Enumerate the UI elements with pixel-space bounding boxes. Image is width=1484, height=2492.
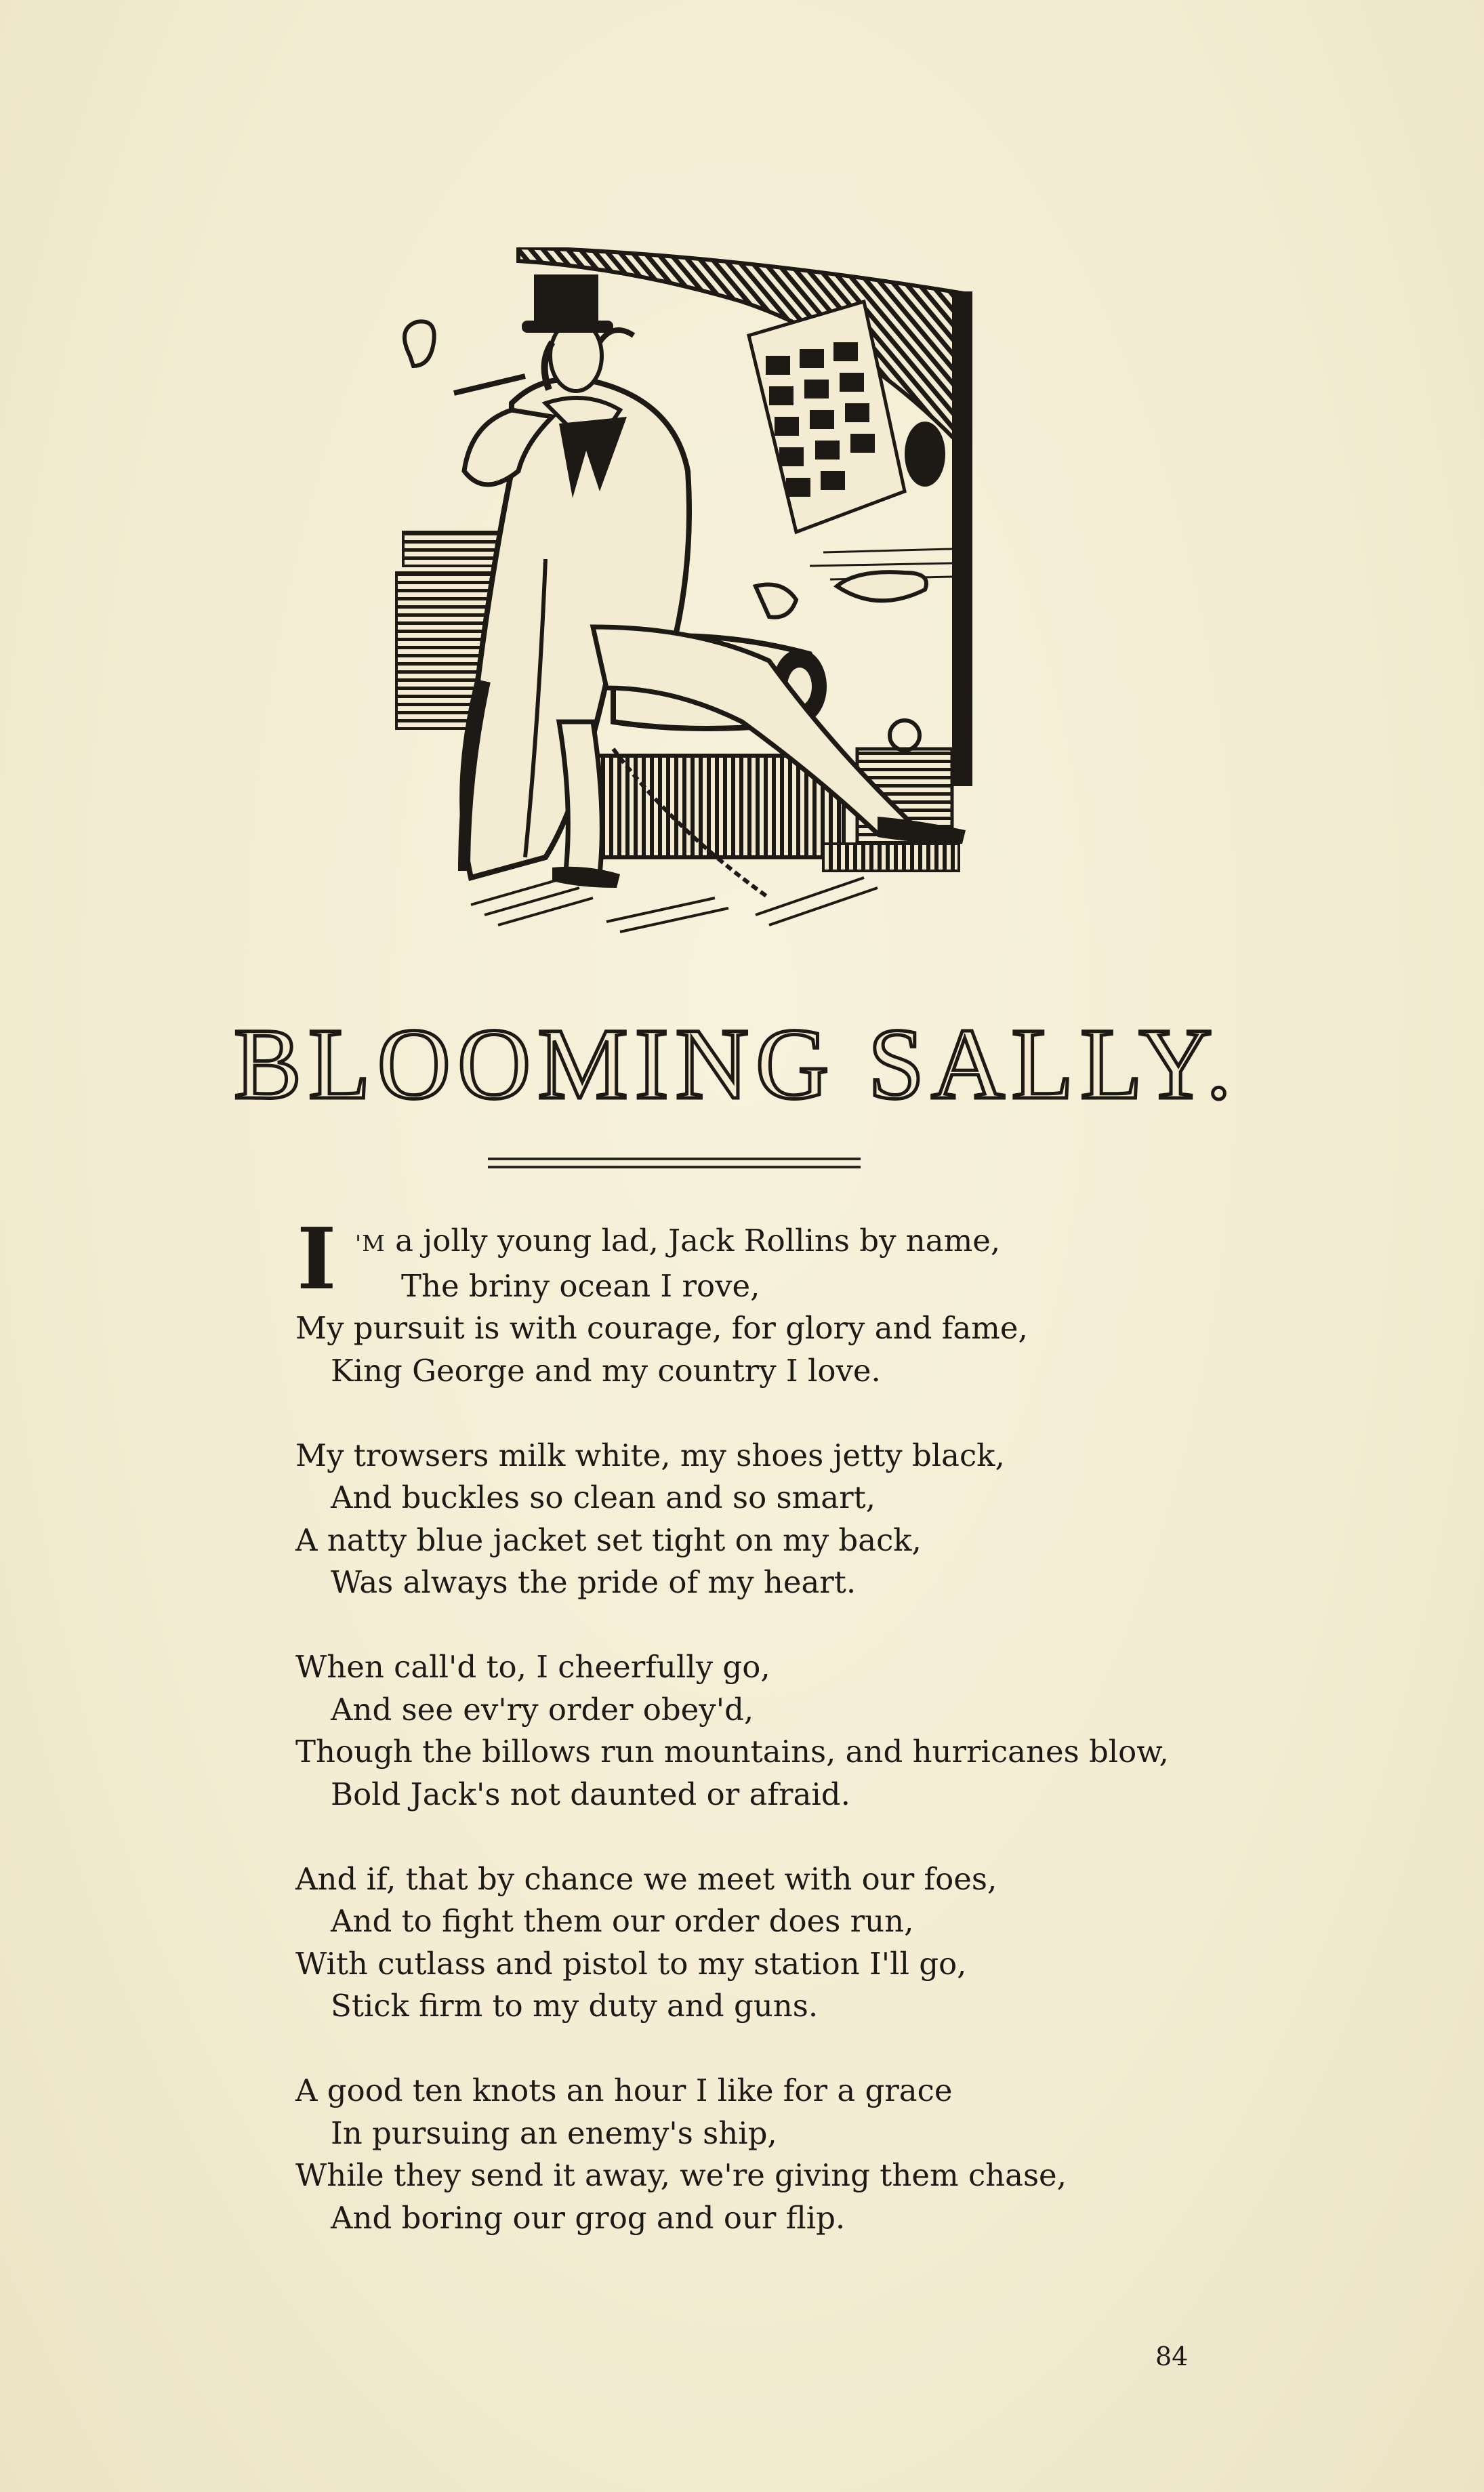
first-line-small-caps: 'M <box>355 1230 386 1257</box>
drop-cap: I <box>297 1210 337 1309</box>
poem-line: In pursuing an enemy's ship, <box>331 2115 777 2151</box>
stanza <box>295 2070 1190 2239</box>
title-divider-upper <box>488 1158 861 1160</box>
poem-line: A good ten knots an hour I like for a grace <box>295 2072 953 2108</box>
first-line-text: a jolly young lad, Jack Rollins by name, <box>385 1223 1001 1259</box>
stanza <box>295 1858 1190 2028</box>
poem-line: When call'd to, I cheerfully go, <box>295 1649 770 1685</box>
sailor-illustration <box>390 247 972 935</box>
poem-line: Stick firm to my duty and guns. <box>331 1988 819 2024</box>
poem-line: And see ev'ry order obey'd, <box>331 1691 754 1728</box>
page-number: 84 <box>1155 2342 1189 2371</box>
poem-line <box>295 1220 1190 1265</box>
poem-body <box>295 1220 1190 2282</box>
poem-line: My pursuit is with courage, for glory and fame, <box>295 1310 1028 1346</box>
poem-line: And boring our grog and our flip. <box>331 2199 846 2236</box>
poem-line: Was always the pride of my heart. <box>331 1564 857 1600</box>
poem-line: Bold Jack's not daunted or afraid. <box>331 1776 850 1812</box>
stanza <box>295 1435 1190 1604</box>
poem-line: A natty blue jacket set tight on my back, <box>295 1521 922 1558</box>
title-divider-lower <box>488 1166 861 1168</box>
poem-line: And if, that by chance we meet with our foes, <box>295 1860 997 1897</box>
poem-line: With cutlass and pistol to my station I'll go, <box>295 1945 967 1982</box>
stanza <box>295 1646 1190 1816</box>
stanza <box>295 1220 1190 1392</box>
page-title: BLOOMING SALLY. <box>234 1008 1239 1120</box>
poem-line: King George and my country I love. <box>331 1352 881 1389</box>
poem-line: And to fight them our order does run, <box>331 1903 914 1939</box>
poem-line: And buckles so clean and so smart, <box>331 1479 876 1515</box>
poem-line: Though the billows run mountains, and hurricanes blow, <box>295 1734 1169 1770</box>
poem-line: The briny ocean I rove, <box>401 1267 760 1304</box>
poem-line: My trowsers milk white, my shoes jetty black, <box>295 1437 1005 1473</box>
poem-line: While they send it away, we're giving them chase, <box>295 2157 1067 2193</box>
